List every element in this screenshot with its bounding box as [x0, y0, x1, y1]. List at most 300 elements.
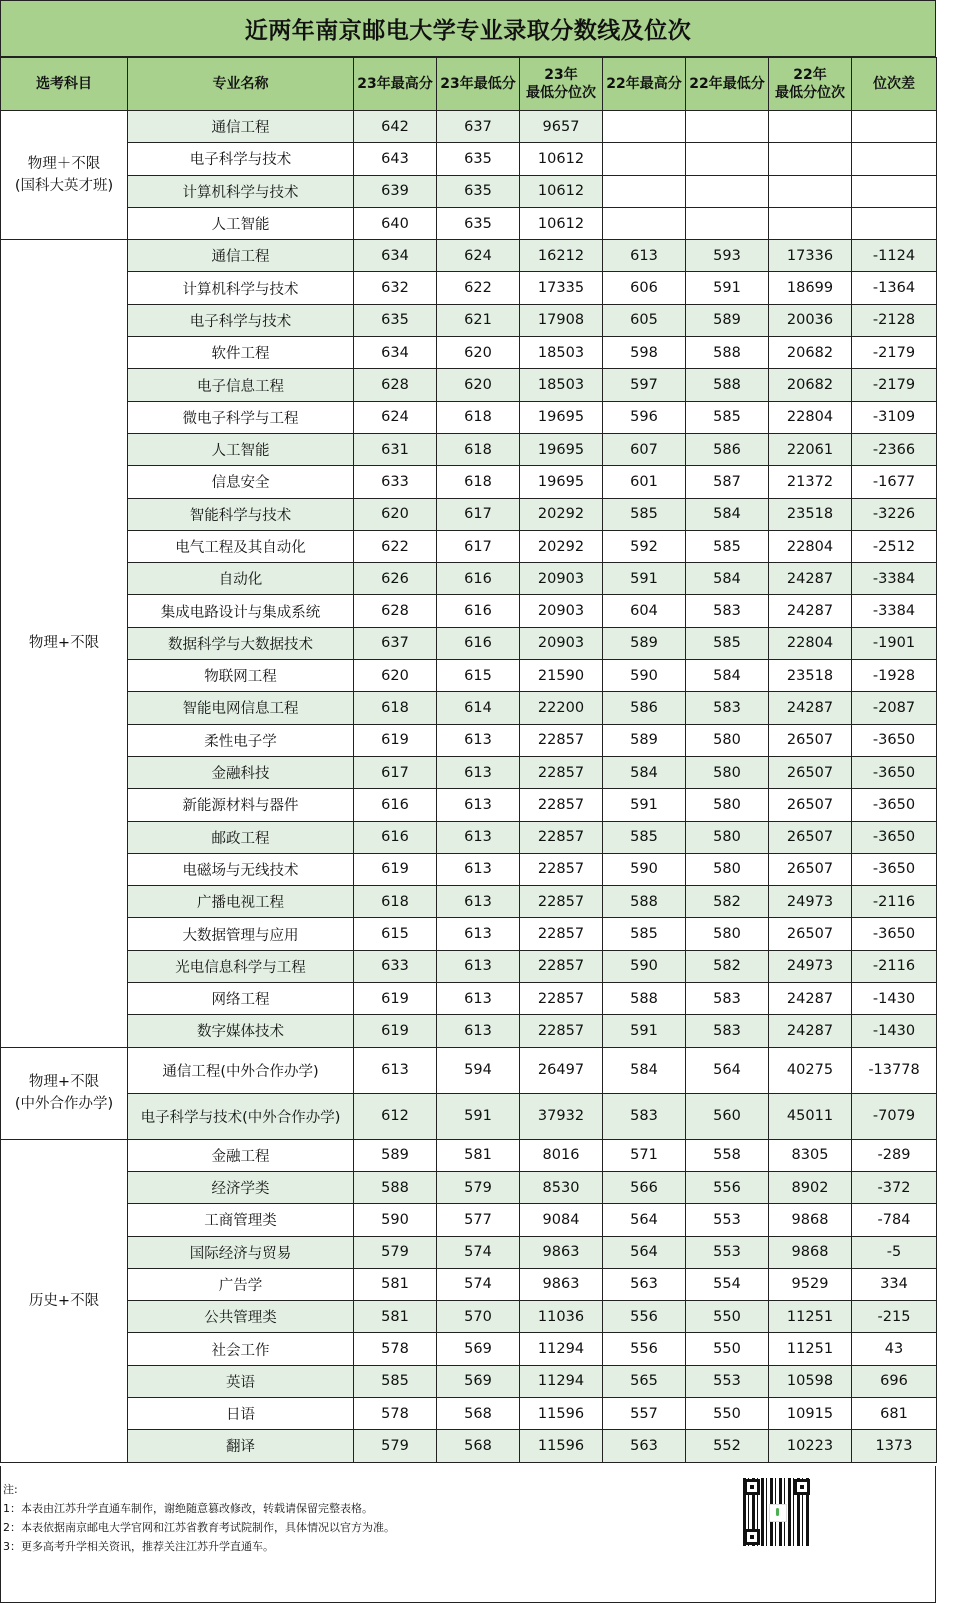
score-22-max: 585 — [603, 821, 686, 853]
score-23-min: 594 — [437, 1047, 520, 1093]
rank-diff: -3384 — [852, 563, 937, 595]
table-row — [1, 272, 937, 304]
score-23-max: 622 — [354, 530, 437, 562]
score-23-min: 569 — [437, 1333, 520, 1365]
rank-diff: -1928 — [852, 660, 937, 692]
rank-22-min — [769, 207, 852, 239]
score-23-min: 613 — [437, 853, 520, 885]
table-row — [1, 886, 937, 918]
score-23-max: 632 — [354, 272, 437, 304]
rank-23-min: 22857 — [520, 886, 603, 918]
score-22-max: 606 — [603, 272, 686, 304]
rank-22-min: 23518 — [769, 498, 852, 530]
rank-22-min: 10915 — [769, 1397, 852, 1429]
score-22-max: 591 — [603, 563, 686, 595]
score-22-min: 585 — [686, 530, 769, 562]
score-23-min: 613 — [437, 1015, 520, 1047]
score-22-max: 590 — [603, 950, 686, 982]
score-22-min: 586 — [686, 433, 769, 465]
score-23-min: 618 — [437, 466, 520, 498]
score-22-min: 558 — [686, 1139, 769, 1171]
score-23-max: 579 — [354, 1430, 437, 1462]
rank-22-min: 23518 — [769, 660, 852, 692]
rank-diff: 696 — [852, 1365, 937, 1397]
major-name: 光电信息科学与工程 — [128, 950, 354, 982]
table-row — [1, 983, 937, 1015]
score-23-min: 618 — [437, 433, 520, 465]
table-row — [1, 918, 937, 950]
rank-22-min: 10598 — [769, 1365, 852, 1397]
table-row — [1, 498, 937, 530]
subject-group-cell — [1, 1139, 128, 1462]
qr-finder-icon — [744, 1529, 760, 1545]
rank-22-min: 26507 — [769, 724, 852, 756]
table-row — [1, 1365, 937, 1397]
table-row — [1, 1047, 937, 1093]
rank-22-min: 8305 — [769, 1139, 852, 1171]
score-23-min: 616 — [437, 595, 520, 627]
rank-diff — [852, 207, 937, 239]
rank-22-min: 9868 — [769, 1236, 852, 1268]
score-23-max: 618 — [354, 886, 437, 918]
rank-22-min: 26507 — [769, 756, 852, 788]
col-header-23-max: 23年最高分 — [354, 58, 437, 111]
score-23-min: 621 — [437, 304, 520, 336]
score-23-max: 613 — [354, 1047, 437, 1093]
rank-23-min: 11294 — [520, 1333, 603, 1365]
score-22-max: 605 — [603, 304, 686, 336]
rank-22-min: 24287 — [769, 983, 852, 1015]
rank-diff: -3650 — [852, 789, 937, 821]
rank-22-min: 18699 — [769, 272, 852, 304]
score-23-min: 613 — [437, 756, 520, 788]
score-22-max: 563 — [603, 1268, 686, 1300]
table-row — [1, 240, 937, 272]
score-22-max: 589 — [603, 724, 686, 756]
table-row — [1, 1171, 937, 1203]
major-name: 物联网工程 — [128, 660, 354, 692]
rank-22-min: 21372 — [769, 466, 852, 498]
score-23-max: 581 — [354, 1301, 437, 1333]
score-23-max: 619 — [354, 1015, 437, 1047]
score-23-max: 640 — [354, 207, 437, 239]
major-name: 通信工程(中外合作办学) — [128, 1047, 354, 1093]
score-22-max: 590 — [603, 660, 686, 692]
rank-22-min: 26507 — [769, 853, 852, 885]
score-23-max: 619 — [354, 853, 437, 885]
rank-22-min: 26507 — [769, 918, 852, 950]
major-name: 经济学类 — [128, 1171, 354, 1203]
score-22-min: 582 — [686, 950, 769, 982]
score-23-max: 588 — [354, 1171, 437, 1203]
table-row — [1, 1333, 937, 1365]
table-row — [1, 207, 937, 239]
rank-diff: -2366 — [852, 433, 937, 465]
score-22-min: 585 — [686, 401, 769, 433]
table-row — [1, 692, 937, 724]
score-22-min: 591 — [686, 272, 769, 304]
score-22-min: 583 — [686, 983, 769, 1015]
page-title: 近两年南京邮电大学专业录取分数线及位次 — [0, 0, 936, 57]
score-23-max: 639 — [354, 175, 437, 207]
major-name: 广播电视工程 — [128, 886, 354, 918]
rank-diff: -1124 — [852, 240, 937, 272]
score-22-max: 588 — [603, 983, 686, 1015]
rank-23-min: 11596 — [520, 1397, 603, 1429]
score-22-max — [603, 207, 686, 239]
table-row — [1, 627, 937, 659]
score-23-max: 617 — [354, 756, 437, 788]
score-23-max: 615 — [354, 918, 437, 950]
table-row — [1, 1397, 937, 1429]
major-name: 电磁场与无线技术 — [128, 853, 354, 885]
score-23-max: 633 — [354, 466, 437, 498]
score-23-max: 616 — [354, 821, 437, 853]
score-22-max: 584 — [603, 756, 686, 788]
score-23-min: 568 — [437, 1397, 520, 1429]
score-23-min: 613 — [437, 724, 520, 756]
score-23-max: 635 — [354, 304, 437, 336]
major-name: 微电子科学与工程 — [128, 401, 354, 433]
notes-section — [0, 1466, 936, 1603]
rank-23-min: 22857 — [520, 983, 603, 1015]
rank-diff: -784 — [852, 1204, 937, 1236]
rank-23-min: 22857 — [520, 724, 603, 756]
score-22-min: 585 — [686, 627, 769, 659]
col-header-22-rank: 22年 最低分位次 — [769, 58, 852, 111]
score-23-min: 570 — [437, 1301, 520, 1333]
score-22-min: 583 — [686, 595, 769, 627]
score-22-max: 590 — [603, 853, 686, 885]
rank-22-min: 22804 — [769, 530, 852, 562]
major-name: 大数据管理与应用 — [128, 918, 354, 950]
rank-22-min: 17336 — [769, 240, 852, 272]
score-22-min: 550 — [686, 1301, 769, 1333]
rank-22-min: 20682 — [769, 337, 852, 369]
score-22-max: 591 — [603, 789, 686, 821]
score-23-max: 590 — [354, 1204, 437, 1236]
score-table — [0, 57, 937, 1463]
rank-23-min: 8530 — [520, 1171, 603, 1203]
score-22-min: 588 — [686, 337, 769, 369]
rank-diff: -3226 — [852, 498, 937, 530]
score-22-min — [686, 175, 769, 207]
table-body — [1, 111, 937, 1463]
major-name: 数据科学与大数据技术 — [128, 627, 354, 659]
major-name: 数字媒体技术 — [128, 1015, 354, 1047]
score-23-min: 616 — [437, 563, 520, 595]
rank-diff: -3650 — [852, 756, 937, 788]
table-row — [1, 950, 937, 982]
subject-group-cell — [1, 240, 128, 1047]
score-23-max: 631 — [354, 433, 437, 465]
score-22-min: 580 — [686, 789, 769, 821]
score-23-max: 634 — [354, 337, 437, 369]
score-22-max: 556 — [603, 1333, 686, 1365]
note-item: 1：本表由江苏升学直通车制作，谢绝随意篡改修改，转载请保留完整表格。 — [3, 1502, 373, 1515]
table-row — [1, 1093, 937, 1139]
rank-23-min: 11596 — [520, 1430, 603, 1462]
rank-diff: -2512 — [852, 530, 937, 562]
score-22-min: 583 — [686, 692, 769, 724]
score-22-min: 553 — [686, 1204, 769, 1236]
major-name: 智能科学与技术 — [128, 498, 354, 530]
rank-23-min: 9084 — [520, 1204, 603, 1236]
rank-diff: -2128 — [852, 304, 937, 336]
rank-23-min: 20292 — [520, 498, 603, 530]
major-name: 电子信息工程 — [128, 369, 354, 401]
table-row — [1, 821, 937, 853]
major-name: 电子科学与技术(中外合作办学) — [128, 1093, 354, 1139]
rank-22-min: 45011 — [769, 1093, 852, 1139]
table-row — [1, 756, 937, 788]
table-row — [1, 143, 937, 175]
major-name: 网络工程 — [128, 983, 354, 1015]
table-row — [1, 530, 937, 562]
rank-23-min: 18503 — [520, 369, 603, 401]
score-22-min — [686, 111, 769, 143]
note-item: 2：本表依据南京邮电大学官网和江苏省教育考试院制作，具体情况以官方为准。 — [3, 1521, 395, 1534]
rank-22-min: 11251 — [769, 1333, 852, 1365]
major-name: 邮政工程 — [128, 821, 354, 853]
score-23-min: 579 — [437, 1171, 520, 1203]
score-22-min — [686, 143, 769, 175]
rank-diff — [852, 111, 937, 143]
rank-diff: -215 — [852, 1301, 937, 1333]
major-name: 柔性电子学 — [128, 724, 354, 756]
rank-22-min: 22804 — [769, 627, 852, 659]
table-row — [1, 724, 937, 756]
rank-23-min: 21590 — [520, 660, 603, 692]
score-22-max: 597 — [603, 369, 686, 401]
rank-diff: -289 — [852, 1139, 937, 1171]
header-row — [1, 58, 937, 111]
score-23-min: 614 — [437, 692, 520, 724]
col-header-23-rank: 23年 最低分位次 — [520, 58, 603, 111]
major-name: 人工智能 — [128, 207, 354, 239]
score-23-min: 613 — [437, 950, 520, 982]
rank-23-min: 17908 — [520, 304, 603, 336]
major-name: 广告学 — [128, 1268, 354, 1300]
score-23-min: 613 — [437, 886, 520, 918]
score-23-min: 635 — [437, 143, 520, 175]
score-22-max: 598 — [603, 337, 686, 369]
major-name: 社会工作 — [128, 1333, 354, 1365]
score-22-min: 580 — [686, 724, 769, 756]
score-22-max: 592 — [603, 530, 686, 562]
score-23-max: 585 — [354, 1365, 437, 1397]
major-name: 集成电路设计与集成系统 — [128, 595, 354, 627]
score-23-max: 626 — [354, 563, 437, 595]
score-23-min: 624 — [437, 240, 520, 272]
rank-diff: -3650 — [852, 821, 937, 853]
rank-22-min: 9868 — [769, 1204, 852, 1236]
rank-diff — [852, 143, 937, 175]
score-22-max: 589 — [603, 627, 686, 659]
score-22-min: 556 — [686, 1171, 769, 1203]
score-22-min: 584 — [686, 563, 769, 595]
rank-23-min: 22200 — [520, 692, 603, 724]
score-23-max: 624 — [354, 401, 437, 433]
major-name: 工商管理类 — [128, 1204, 354, 1236]
table-row — [1, 660, 937, 692]
score-23-min: 613 — [437, 789, 520, 821]
rank-22-min: 40275 — [769, 1047, 852, 1093]
score-22-min: 593 — [686, 240, 769, 272]
major-name: 通信工程 — [128, 240, 354, 272]
score-22-min: 580 — [686, 853, 769, 885]
rank-22-min: 24287 — [769, 692, 852, 724]
qr-finder-icon — [794, 1479, 810, 1495]
rank-23-min: 19695 — [520, 433, 603, 465]
score-23-min: 569 — [437, 1365, 520, 1397]
table-row — [1, 595, 937, 627]
rank-diff: -3650 — [852, 918, 937, 950]
score-22-max: 584 — [603, 1047, 686, 1093]
rank-diff: -5 — [852, 1236, 937, 1268]
rank-diff: -2116 — [852, 886, 937, 918]
score-22-max: 566 — [603, 1171, 686, 1203]
col-header-22-min: 22年最低分 — [686, 58, 769, 111]
rank-23-min: 18503 — [520, 337, 603, 369]
table-row — [1, 401, 937, 433]
subject-label: 物理+不限 — [28, 635, 100, 652]
score-23-max: 579 — [354, 1236, 437, 1268]
score-22-min: 564 — [686, 1047, 769, 1093]
score-22-min: 583 — [686, 1015, 769, 1047]
col-header-major: 专业名称 — [128, 58, 354, 111]
table-row — [1, 789, 937, 821]
rank-23-min: 37932 — [520, 1093, 603, 1139]
table-row — [1, 563, 937, 595]
score-22-max: 586 — [603, 692, 686, 724]
subject-label: 物理＋不限 — [27, 156, 101, 173]
note-item: 3：更多高考升学相关资讯，推荐关注江苏升学直通车。 — [3, 1540, 274, 1553]
table-row — [1, 1301, 937, 1333]
rank-23-min: 22857 — [520, 950, 603, 982]
score-22-max — [603, 143, 686, 175]
rank-diff: -1430 — [852, 1015, 937, 1047]
table-row — [1, 337, 937, 369]
score-22-max: 596 — [603, 401, 686, 433]
rank-23-min: 20903 — [520, 595, 603, 627]
major-name: 信息安全 — [128, 466, 354, 498]
rank-22-min: 22061 — [769, 433, 852, 465]
score-22-max: 583 — [603, 1093, 686, 1139]
score-22-min: 553 — [686, 1365, 769, 1397]
table-row — [1, 304, 937, 336]
major-name: 智能电网信息工程 — [128, 692, 354, 724]
score-23-min: 591 — [437, 1093, 520, 1139]
table-row — [1, 1139, 937, 1171]
major-name: 国际经济与贸易 — [128, 1236, 354, 1268]
rank-23-min: 20903 — [520, 563, 603, 595]
table-row — [1, 853, 937, 885]
score-23-max: 620 — [354, 498, 437, 530]
rank-23-min: 10612 — [520, 143, 603, 175]
rank-23-min: 8016 — [520, 1139, 603, 1171]
rank-23-min: 22857 — [520, 756, 603, 788]
major-name: 计算机科学与技术 — [128, 272, 354, 304]
score-23-min: 622 — [437, 272, 520, 304]
major-name: 金融科技 — [128, 756, 354, 788]
score-23-max: 578 — [354, 1333, 437, 1365]
major-name: 电子科学与技术 — [128, 304, 354, 336]
rank-22-min: 26507 — [769, 821, 852, 853]
rank-23-min: 22857 — [520, 918, 603, 950]
subject-label: 历史+不限 — [28, 1292, 100, 1309]
score-23-max: 618 — [354, 692, 437, 724]
score-23-max: 634 — [354, 240, 437, 272]
score-22-min: 580 — [686, 918, 769, 950]
major-name: 计算机科学与技术 — [128, 175, 354, 207]
score-23-max: 637 — [354, 627, 437, 659]
score-23-max: 642 — [354, 111, 437, 143]
rank-22-min: 26507 — [769, 789, 852, 821]
major-name: 通信工程 — [128, 111, 354, 143]
col-header-subject: 选考科目 — [1, 58, 128, 111]
qr-code-icon — [743, 1478, 811, 1546]
rank-22-min: 24287 — [769, 1015, 852, 1047]
score-23-max: 619 — [354, 983, 437, 1015]
rank-23-min: 17335 — [520, 272, 603, 304]
rank-diff: 43 — [852, 1333, 937, 1365]
score-22-min: 552 — [686, 1430, 769, 1462]
subject-sublabel: (中外合作办学) — [14, 1096, 114, 1113]
score-22-max: 585 — [603, 918, 686, 950]
score-22-max: 563 — [603, 1430, 686, 1462]
major-name: 自动化 — [128, 563, 354, 595]
score-23-max: 628 — [354, 595, 437, 627]
score-23-min: 613 — [437, 821, 520, 853]
score-23-max: 643 — [354, 143, 437, 175]
score-23-min: 617 — [437, 498, 520, 530]
major-name: 公共管理类 — [128, 1301, 354, 1333]
rank-23-min: 26497 — [520, 1047, 603, 1093]
rank-diff: -2179 — [852, 369, 937, 401]
score-23-min: 616 — [437, 627, 520, 659]
score-22-max: 571 — [603, 1139, 686, 1171]
rank-diff: -2116 — [852, 950, 937, 982]
rank-diff: -1364 — [852, 272, 937, 304]
major-name: 英语 — [128, 1365, 354, 1397]
score-22-min — [686, 207, 769, 239]
rank-diff: -13778 — [852, 1047, 937, 1093]
score-23-min: 620 — [437, 337, 520, 369]
rank-diff: -1677 — [852, 466, 937, 498]
subject-group-cell — [1, 1047, 128, 1139]
rank-23-min: 10612 — [520, 207, 603, 239]
table-row — [1, 1268, 937, 1300]
rank-diff: -372 — [852, 1171, 937, 1203]
rank-23-min: 22857 — [520, 1015, 603, 1047]
score-23-min: 618 — [437, 401, 520, 433]
rank-22-min: 20682 — [769, 369, 852, 401]
rank-23-min: 22857 — [520, 853, 603, 885]
table-row — [1, 1430, 937, 1462]
major-name: 电子科学与技术 — [128, 143, 354, 175]
score-22-min: 580 — [686, 821, 769, 853]
col-header-rank-diff: 位次差 — [852, 58, 937, 111]
score-22-min: 553 — [686, 1236, 769, 1268]
rank-23-min: 19695 — [520, 466, 603, 498]
rank-22-min: 24973 — [769, 950, 852, 982]
score-22-max: 613 — [603, 240, 686, 272]
rank-23-min: 9863 — [520, 1268, 603, 1300]
rank-diff: -3650 — [852, 724, 937, 756]
score-23-min: 635 — [437, 175, 520, 207]
table-row — [1, 369, 937, 401]
